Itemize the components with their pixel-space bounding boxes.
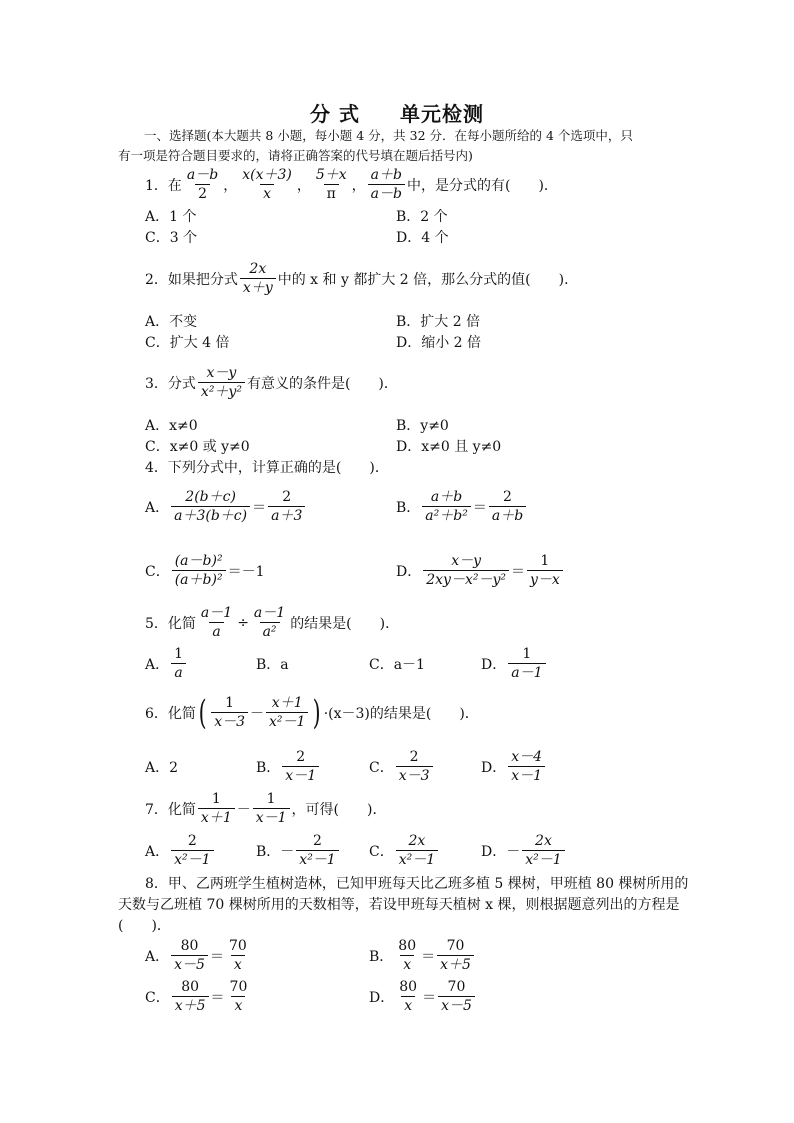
q8-line3: ( )． — [118, 918, 171, 934]
q2-frac: $\frac{2x}{x+y}$ — [240, 260, 276, 297]
q5-option-c: C．a－1 — [369, 657, 425, 673]
q6-option-d: D． $\frac{x-4}{x-1}$ — [481, 748, 547, 785]
q2-option-d: D．缩小 2 倍 — [396, 335, 482, 351]
q4-option-d: D． $\frac{x-y}{\text{2xy－x²－y²}}$ ＝ $\frac{1}{y-x}$ — [396, 552, 565, 589]
q1-tail: 中，是分式的有( )． — [406, 177, 558, 194]
q1-option-c: C．3 个 — [145, 230, 198, 246]
question-4: 4．下列分式中，计算正确的是( )． — [145, 460, 389, 476]
question-5: 5．化简 $\frac{a-1}{a}$ ÷ $\frac{a-1}{\text{a²}}$ 的结果是( )． — [145, 605, 400, 640]
question-1: 1．在 $\frac{a-b}{2}$ ， $\frac{x(x+3)}{x}$ ， $\frac{5+x}{\pi}$ ， $\frac{a+b}{a-b}$ 中，是分式的有( )． — [145, 167, 558, 202]
q1-frac-1: $\frac{a-b}{2}$ — [186, 167, 219, 202]
q6-option-a: A．2 — [145, 760, 179, 776]
title-part2: 单元检测 — [399, 102, 484, 126]
q4-option-b: B． $\frac{a+b}{\text{a²＋b²}}$ ＝ $\frac{2}{a+b}$ — [396, 488, 528, 525]
question-2: 2．如果把分式 $\frac{2x}{x+y}$ 中的 x 和 y 都扩大 2 倍，那么分式的值( )． — [145, 261, 579, 296]
question-3: 3．分式 $\frac{x-y}{\text{x²＋y²}}$ 有意义的条件是( )． — [145, 365, 398, 400]
q2-option-c: C．扩大 4 倍 — [145, 335, 230, 351]
q7-option-a: A． $\frac{2}{\text{x²－1}}$ — [145, 832, 216, 869]
q8-line1: 8．甲、乙两班学生植树造林，已知甲班每天比乙班多植 5 棵树，甲班植 80 棵树所用的 — [145, 876, 689, 892]
q8-option-a: A． $\frac{80}{x-5}$ ＝ $\frac{70}{x}$ — [145, 938, 247, 973]
q1-frac-3: $\frac{5+x}{\pi}$ — [315, 167, 347, 202]
q1-option-d: D．4 个 — [396, 230, 449, 246]
instructions-line1: 一、选择题(本大题共 8 小题，每小题 4 分，共 32 分．在每小题所给的 4 个选项中，只 — [144, 128, 633, 143]
q8-line2: 天数与乙班植 70 棵树所用的天数相等，若设甲班每天植树 x 棵，则根据题意列出的方程是 — [118, 897, 680, 913]
q2-option-b: B．扩大 2 倍 — [396, 314, 481, 330]
q8-option-c: C． $\frac{80}{x+5}$ ＝ $\frac{70}{x}$ — [145, 979, 248, 1014]
q6-option-c: C． $\frac{2}{x-3}$ — [369, 748, 435, 785]
instructions-line2: 有一项是符合题目要求的，请将正确答案的代号填在题后括号内) — [118, 148, 473, 163]
question-6: 6．化简 ( $\frac{1}{x-3}$ － $\frac{x+1}{\text{x²－1}}$ ) ·(x－3)的结果是( )． — [145, 692, 479, 733]
q7-option-d: D．－ $\frac{2x}{\text{x²－1}}$ — [481, 832, 567, 869]
q3-option-c: C．x≠0 或 y≠0 — [145, 439, 250, 455]
q3-option-d: D．x≠0 且 y≠0 — [396, 439, 502, 455]
q1-frac-2: $\frac{x(x+3)}{x}$ — [242, 167, 292, 202]
q7-option-b: B．－ $\frac{2}{\text{x²－1}}$ — [256, 832, 341, 869]
q5-option-d: D． $\frac{1}{a-1}$ — [481, 645, 548, 682]
q2-option-a: A．不变 — [145, 314, 198, 330]
q8-option-d: D． $\frac{80}{x}$ ＝ $\frac{70}{x-5}$ — [369, 978, 477, 1015]
page-title — [0, 98, 794, 127]
q6-right-paren: ) — [313, 692, 322, 733]
q6-option-b: B． $\frac{2}{x-1}$ — [256, 748, 321, 785]
q1-option-a: A．1 个 — [145, 209, 197, 225]
q3-frac: $\frac{x-y}{\text{x²＋y²}}$ — [198, 364, 245, 401]
q7-option-c: C． $\frac{2x}{\text{x²－1}}$ — [369, 832, 440, 869]
q3-option-b: B．y≠0 — [396, 418, 449, 434]
q3-option-a: A．x≠0 — [145, 418, 198, 434]
q1-frac-4: $\frac{a+b}{a-b}$ — [368, 166, 405, 203]
question-7: 7．化简 $\frac{1}{x+1}$ － $\frac{1}{x-1}$ ，可得( )． — [145, 791, 387, 826]
title-part1: 分 式 — [310, 102, 360, 126]
section-instructions — [118, 126, 678, 166]
q1-stem: 1．在 — [145, 177, 182, 194]
q6-left-paren: ( — [198, 692, 207, 733]
q4-option-a: A． $\frac{2(b+c)}{a+3(b+c)}$ ＝ $\frac{2}{a+3}$ — [145, 488, 307, 525]
q4-option-c: C． $\frac{\text{(a－b)²}}{\text{(a＋b)²}}$ ＝－1 — [145, 553, 265, 588]
q5-option-b: B．a — [256, 657, 289, 673]
q1-option-b: B．2 个 — [396, 209, 448, 225]
q8-option-b: B． $\frac{80}{x}$ ＝ $\frac{70}{x+5}$ — [369, 937, 476, 974]
q5-option-a: A． $\frac{1}{a}$ — [145, 645, 188, 682]
